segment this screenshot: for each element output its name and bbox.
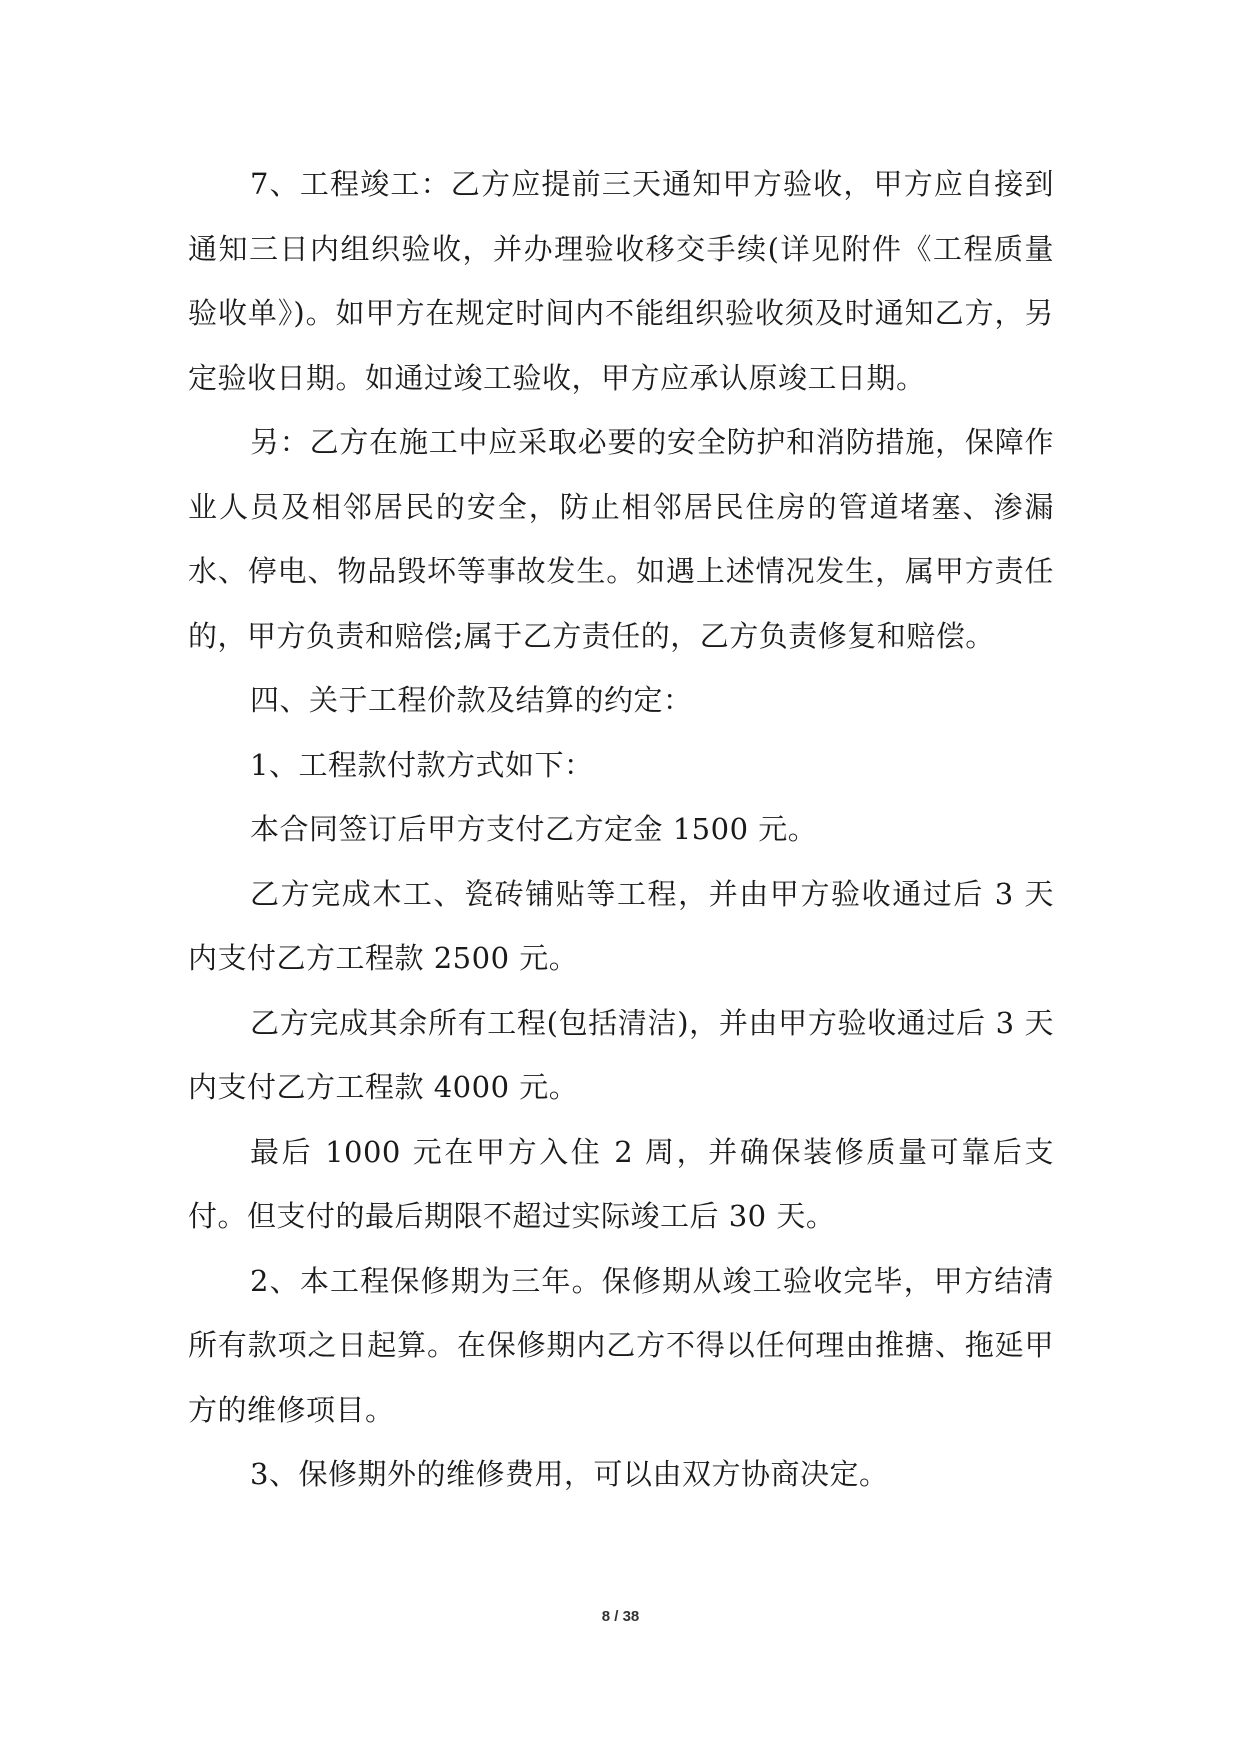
paragraph-final-payment: 最后 1000 元在甲方入住 2 周，并确保装修质量可靠后支付。但支付的最后期限不超过实际竣工后 30 天。 <box>188 1134 1054 1233</box>
paragraph-payment-stage-2: 乙方完成其余所有工程(包括清洁)，并由甲方验收通过后 3 天内支付乙方工程款 4000 元。 <box>188 1005 1054 1104</box>
paragraph-payment-method: 1、工程款付款方式如下： <box>250 747 594 782</box>
section-heading-payment: 四、关于工程价款及结算的约定： <box>250 683 693 717</box>
paragraph-completion: 7、工程竣工：乙方应提前三天通知甲方验收，甲方应自接到通知三日内组织验收，并办理验收移交手续(详见附件《工程质量验收单》)。如甲方在规定时间内不能组织验收须及时通知乙方，另定验收日期。如通过竣工验收，甲方应承认原竣工日期。 <box>188 167 1054 395</box>
paragraph-safety: 另：乙方在施工中应采取必要的安全防护和消防措施，保障作业人员及相邻居民的安全，防止相邻居民住房的管道堵塞、渗漏水、停电、物品毁坏等事故发生。如遇上述情况发生，属甲方责任的，甲方负责和赔偿;属于乙方责任的，乙方负责修复和赔偿。 <box>188 425 1054 653</box>
paragraph-payment-stage-1: 乙方完成木工、瓷砖铺贴等工程，并由甲方验收通过后 3 天内支付乙方工程款 2500 元。 <box>188 876 1054 975</box>
paragraph-out-of-warranty: 3、保修期外的维修费用，可以由双方协商决定。 <box>250 1457 889 1491</box>
document-body <box>188 152 1054 1507</box>
page-number: 8 / 38 <box>601 1608 640 1625</box>
paragraph-deposit: 本合同签订后甲方支付乙方定金 1500 元。 <box>250 812 818 846</box>
paragraph-warranty: 2、本工程保修期为三年。保修期从竣工验收完毕，甲方结清所有款项之日起算。在保修期内乙方不得以任何理由推搪、拖延甲方的维修项目。 <box>188 1263 1054 1427</box>
